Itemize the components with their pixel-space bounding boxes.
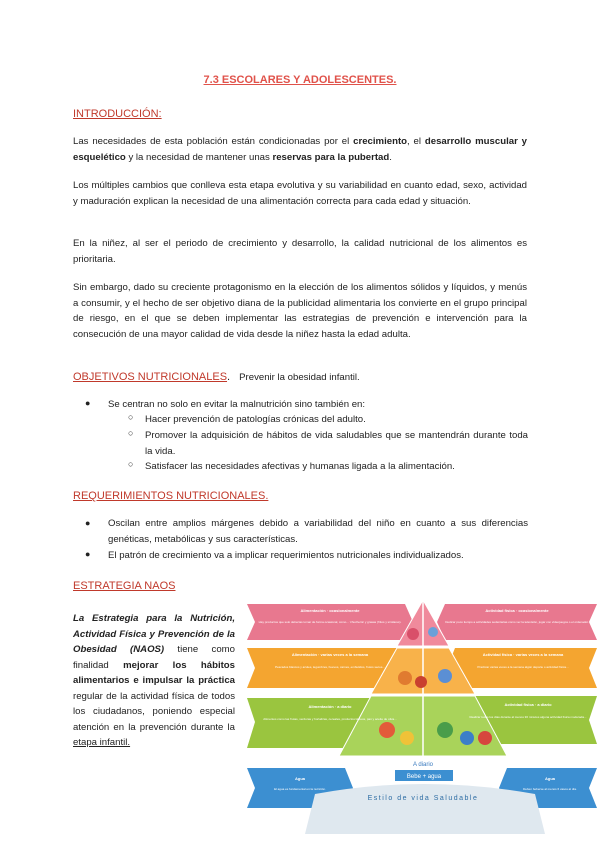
- label-bebe-agua: Bebe + agua: [406, 774, 442, 780]
- sub-bullet-circle: ○: [128, 412, 134, 422]
- svg-text:Hay productos que solo debería: Hay productos que solo deberías tomar de forma ocasional, como... 'chuchería' y grasas (fritos y similares).: [258, 620, 402, 624]
- heading-estrategia-naos: ESTRATEGIA NAOS: [73, 580, 176, 592]
- objetivos-bullet-1: Se centran no solo en evitar la malnutrición sino también en:: [108, 399, 366, 410]
- page-title: 7.3 ESCOLARES Y ADOLESCENTES.: [203, 74, 397, 86]
- ground-path: [305, 784, 545, 834]
- heading-requerimientos: REQUERIMIENTOS NUTRICIONALES.: [73, 490, 269, 502]
- svg-text:Actividad física · varias vece: Actividad física · varias veces a la semana: [482, 652, 564, 657]
- heading-introduccion: INTRODUCCIÓN:: [73, 108, 162, 120]
- svg-text:Realizar todos los días durant: Realizar todos los días durante al menos 30 minutos alguna actividad física moderada...: [469, 715, 587, 719]
- requerimientos-bullet-2: El patrón de crecimiento va a implicar requerimientos nutricionales individualizados.: [108, 550, 464, 561]
- sub-bullet-circle: ○: [128, 459, 134, 469]
- svg-text:Actividad física · a diario: Actividad física · a diario: [504, 702, 552, 707]
- svg-text:Alimentación · varias veces a: Alimentación · varias veces a la semana: [291, 652, 369, 657]
- sub-bullet-circle: ○: [128, 428, 134, 438]
- svg-text:El agua es fundamental en la n: El agua es fundamental en la nutrición.: [274, 787, 326, 791]
- intro-paragraph-2: Los múltiples cambios que conlleva esta etapa evolutiva y su variabilidad en cuanto edad, sexo, actividad y maduración explican la necesidad de una alimentación correcta para cada edad y situación.: [73, 180, 527, 207]
- objetivos-sub-2: Promover la adquisición de hábitos de vida saludables que se mantendrán durante toda la vida.: [145, 430, 528, 457]
- heading-objetivos: OBJETIVOS NUTRICIONALES: [73, 371, 228, 383]
- label-a-diario: A diario: [412, 762, 434, 768]
- svg-text:Dedicar poco tiempo a activida: Dedicar poco tiempo a actividades sedentarias como ver la televisión, jugar con videojuegos o el ordenador.: [445, 620, 589, 624]
- svg-text:Pescados blancos y azules, leg: Pescados blancos y azules, legumbres, huevos, carnes, embutidos, frutos secos...: [275, 665, 385, 669]
- svg-text:Actividad física · ocasionalme: Actividad física · ocasionalmente: [485, 608, 549, 613]
- bullet-dot: ●: [85, 518, 91, 528]
- objetivos-inline: Prevenir la obesidad infantil.: [239, 372, 360, 383]
- objetivos-sub-1: Hacer prevención de patologías crónicas del adulto.: [145, 414, 366, 425]
- svg-text:Agua: Agua: [545, 776, 555, 781]
- svg-text:Alimentación · ocasionalmente: Alimentación · ocasionalmente: [300, 608, 360, 613]
- svg-text:Alimentación · a diario: Alimentación · a diario: [308, 704, 352, 709]
- etapa-infantil-link: etapa infantil.: [73, 737, 131, 748]
- svg-text:Practicar varias veces a la se: Practicar varias veces a la semana algún deporte o actividad física...: [477, 665, 569, 669]
- requerimientos-bullet-1: Oscilan entre amplios márgenes debido a variabilidad del niño en cuanto a sus diferencias genéticas, metabólicas y sus características.: [108, 518, 528, 545]
- objetivos-sub-3: Satisfacer las necesidades afectivas y humanas ligada a la alimentación.: [145, 461, 455, 472]
- svg-text:Deben beberse al menos 6 vasos: Deben beberse al menos 6 vasos al día.: [523, 787, 577, 791]
- bullet-dot: ●: [85, 549, 91, 559]
- objetivos-line: OBJETIVOS NUTRICIONALES. Prevenir la obesidad infantil.: [73, 371, 360, 383]
- intro-paragraph-3: En la niñez, al ser el periodo de crecimiento y desarrollo, la calidad nutricional de los alimentos es prioritaria.: [73, 238, 527, 265]
- svg-text:Agua: Agua: [295, 776, 305, 781]
- label-estilo: Estilo de vida Saludable: [367, 795, 479, 802]
- bullet-dot: ●: [85, 398, 91, 408]
- intro-paragraph-1: Las necesidades de esta población están condicionadas por el crecimiento, el desarrollo muscular y esquelético y la necesidad de mantener unas reservas para la pubertad.: [73, 136, 527, 163]
- svg-text:Alimentos como las frutas, ver: Alimentos como las frutas, verduras y hortalizas, cereales, productos lácteos, pan y aceite de oliva...: [263, 717, 397, 721]
- intro-paragraph-4: Sin embargo, dado su creciente protagonismo en la elección de los alimentos sólidos y líquidos, y menús a consumir, y el hecho de ser objetivo diana de la publicidad alimentaria los convierte en el grupo principal de riesgo, en el que se deben implementar las estrategias de prevención e intervención para la consecución de una mayor calidad de vida desde la niñez hasta la edad adulta.: [73, 282, 527, 340]
- naos-paragraph: La Estrategia para la Nutrición, Actividad Física y Prevención de la Obesidad (NAOS) tiene como finalidad mejorar los hábitos alimentarios e impulsar la práctica regular de la actividad física de todos los ciudadanos, poniendo especial atención en la prevención durante la etapa infantil.: [73, 613, 236, 748]
- naos-pyramid-image: [245, 598, 600, 838]
